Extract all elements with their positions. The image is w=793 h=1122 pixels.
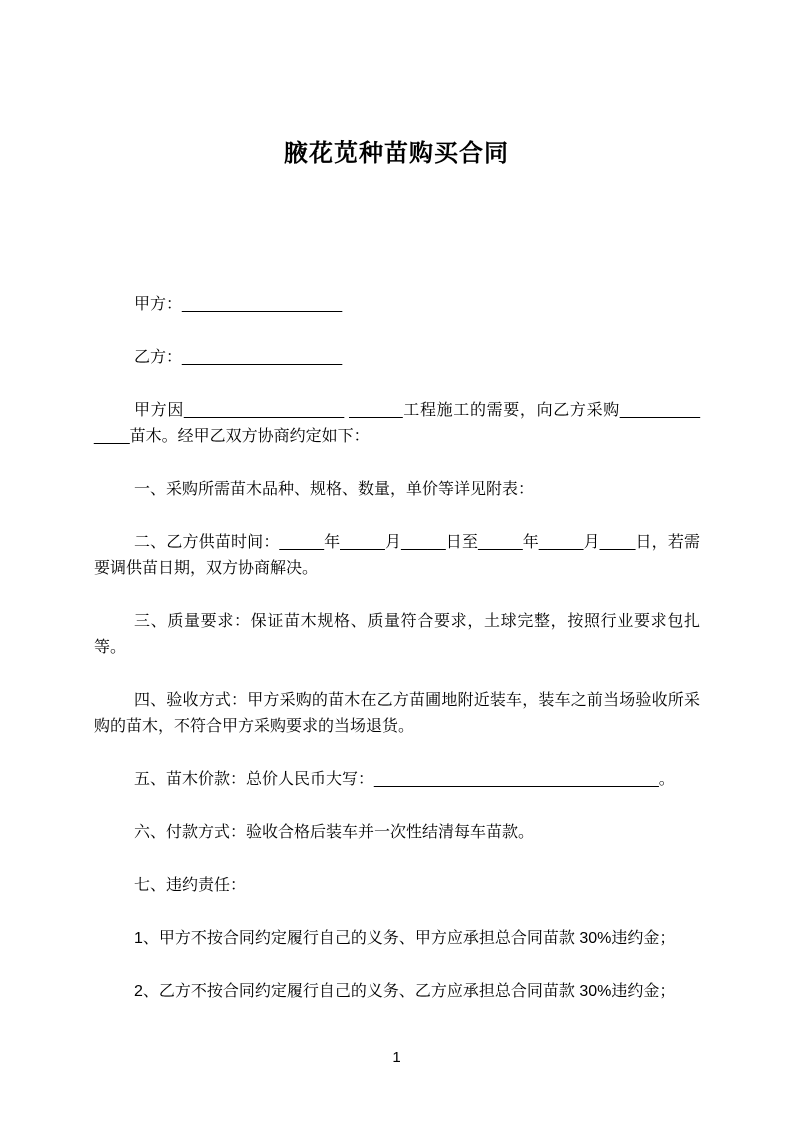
clause-7-paragraph: 七、违约责任：: [134, 877, 247, 894]
page-title: 腋花苋种苗购买合同: [284, 140, 509, 167]
page-number: 1: [392, 1049, 401, 1066]
clause-2-paragraph: 二、乙方供苗时间：_____年_____月_____日至_____年_____月____日，若需要调供苗日期，双方协商解决。: [94, 534, 700, 577]
clause-7-item-1: 1、甲方不按合同约定履行自己的义务、甲方应承担总合同苗款 30%违约金；: [134, 930, 676, 947]
party-b-line: 乙方：__________________: [134, 349, 343, 366]
clause-7-item-2: 2、乙方不按合同约定履行自己的义务、乙方应承担总合同苗款 30%违约金；: [134, 983, 676, 1000]
document-body: [0, 292, 793, 1005]
party-a-line: 甲方：__________________: [134, 296, 343, 313]
clause-5-paragraph: 五、苗木价款：总价人民币大写：________________________________。: [134, 771, 675, 788]
intro-paragraph: 甲方因__________________ ______工程施工的需要，向乙方采购_________ ____苗木。经甲乙双方协商约定如下：: [94, 402, 700, 445]
clause-6-paragraph: 六、付款方式：验收合格后装车并一次性结清每车苗款。: [134, 824, 535, 841]
clause-1-paragraph: 一、采购所需苗木品种、规格、数量，单价等详见附表：: [134, 481, 535, 498]
clause-3-paragraph: 三、质量要求：保证苗木规格、质量符合要求，土球完整，按照行业要求包扎等。: [94, 613, 700, 656]
clause-4-paragraph: 四、验收方式：甲方采购的苗木在乙方苗圃地附近装车，装车之前当场验收所采购的苗木，不符合甲方采购要求的当场退货。: [94, 692, 700, 735]
